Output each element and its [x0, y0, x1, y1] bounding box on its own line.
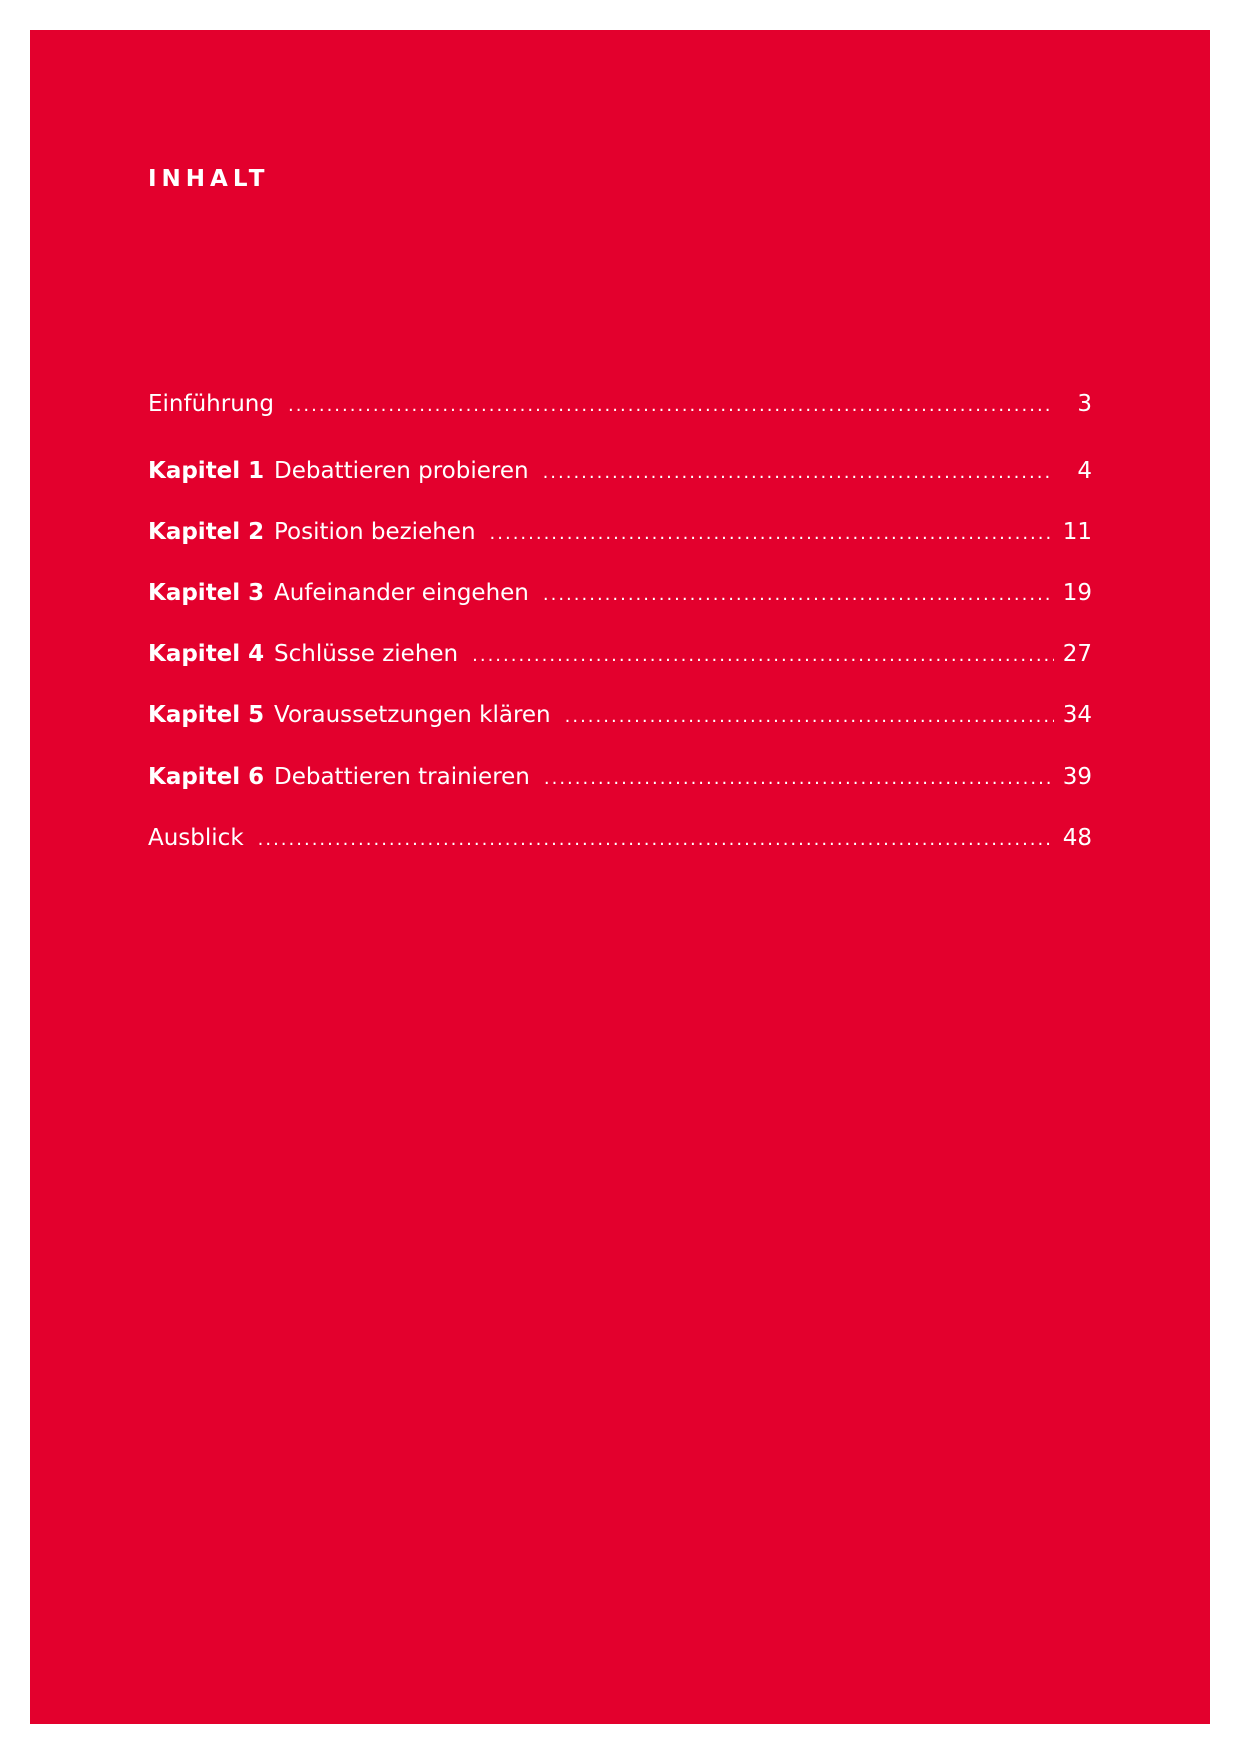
- toc-chapter-number: Kapitel 1: [148, 458, 265, 484]
- toc-entry-chapter-4[interactable]: [148, 639, 1092, 669]
- toc-entry-label: Einführung: [148, 391, 274, 417]
- page-title: INHALT: [148, 166, 270, 192]
- toc-page-number: 19: [1062, 580, 1092, 606]
- toc-page-number: 11: [1062, 519, 1092, 545]
- toc-page-number: 4: [1077, 458, 1092, 484]
- toc-entry-chapter-5[interactable]: [148, 700, 1092, 730]
- toc-entry-label: Aufeinander eingehen: [274, 580, 529, 606]
- toc-page-number: 27: [1062, 641, 1092, 667]
- toc-chapter-number: Kapitel 4: [148, 641, 265, 667]
- toc-entry-chapter-1[interactable]: [148, 456, 1092, 486]
- dot-leader: [490, 519, 1054, 549]
- toc-chapter-number: Kapitel 5: [148, 702, 265, 728]
- dot-leader: [543, 580, 1054, 610]
- toc-entry-chapter-6[interactable]: [148, 762, 1092, 792]
- toc-page-number: 39: [1062, 764, 1092, 790]
- toc-page-number: 34: [1062, 702, 1092, 728]
- dot-leader: [544, 764, 1054, 794]
- toc-entry-chapter-3[interactable]: [148, 578, 1092, 608]
- dot-leader: [565, 702, 1054, 732]
- toc-entry-chapter-2[interactable]: [148, 517, 1092, 547]
- toc-chapter-number: Kapitel 6: [148, 764, 265, 790]
- red-cover-panel: [30, 30, 1210, 1724]
- toc-page-number: 48: [1062, 825, 1092, 851]
- toc-entry-label: Debattieren trainieren: [274, 764, 530, 790]
- toc-chapter-number: Kapitel 2: [148, 519, 265, 545]
- dot-leader: [258, 825, 1054, 855]
- toc-entry-label: Position beziehen: [274, 519, 476, 545]
- toc-entry-introduction[interactable]: [148, 389, 1092, 419]
- toc-entry-outlook[interactable]: [148, 823, 1092, 853]
- toc-entry-label: Debattieren probieren: [274, 458, 529, 484]
- toc-page-number: 3: [1077, 391, 1092, 417]
- toc-entry-label: Ausblick: [148, 825, 244, 851]
- dot-leader: [472, 641, 1054, 671]
- toc-entry-label: Voraussetzungen klären: [274, 702, 551, 728]
- toc-entry-label: Schlüsse ziehen: [274, 641, 459, 667]
- dot-leader: [288, 391, 1054, 421]
- toc-chapter-number: Kapitel 3: [148, 580, 265, 606]
- dot-leader: [543, 458, 1054, 488]
